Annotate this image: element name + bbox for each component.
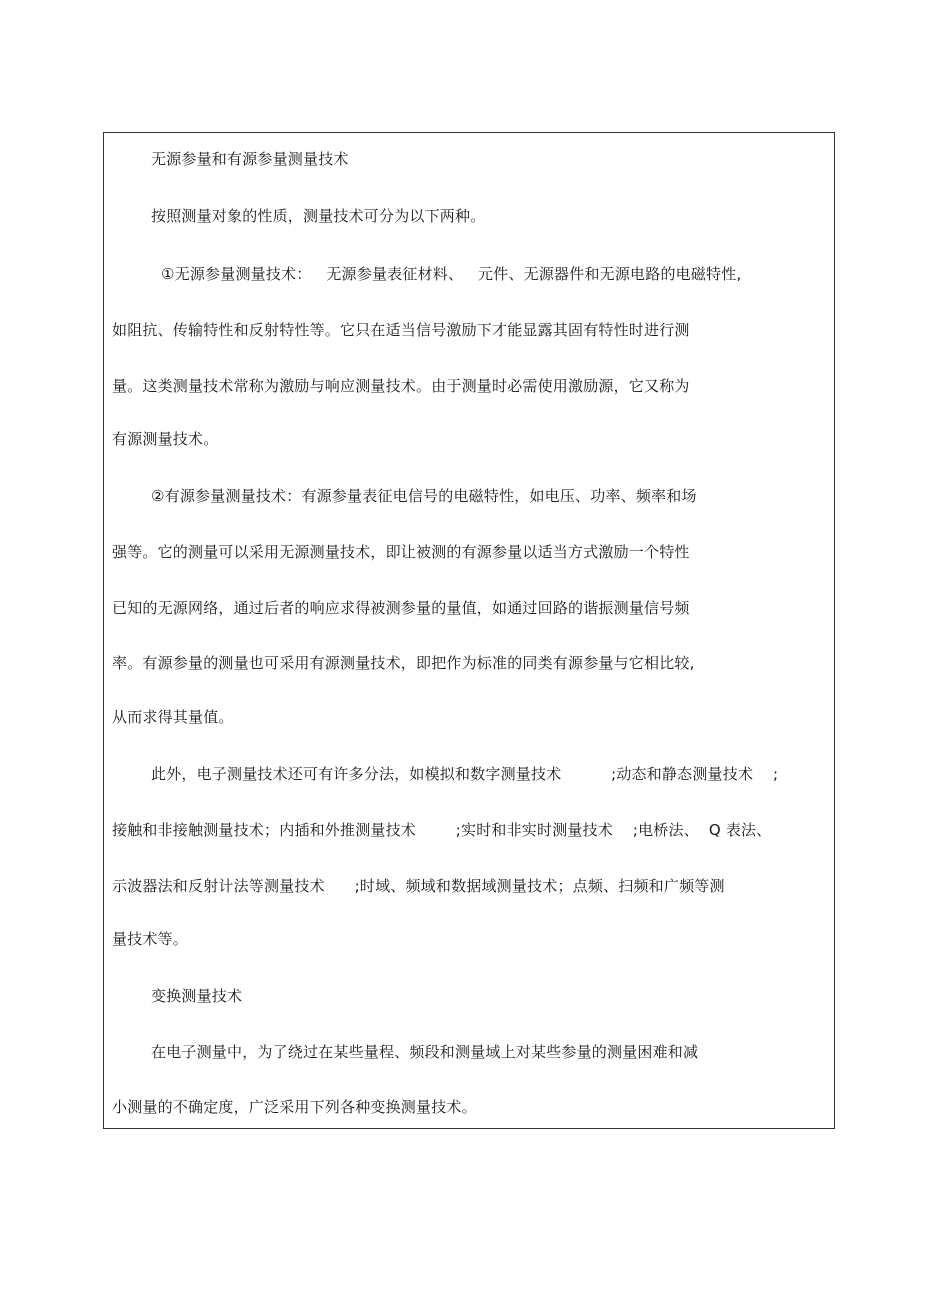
paragraph-line: 小测量的不确定度，广泛采用下列各种变换测量技术。 [112, 1098, 477, 1116]
section-heading-2: 变换测量技术 [151, 987, 243, 1005]
paragraph-line: 从而求得其量值。 [112, 708, 234, 726]
paragraph-line: 量。这类测量技术常称为激励与响应测量技术。由于测量时必需使用激励源，它又称为 [112, 377, 690, 395]
section-heading-1: 无源参量和有源参量测量技术 [151, 150, 349, 168]
paragraph-line: 接触和非接触测量技术；内插和外推测量技术 ;实时和非实时测量技术 ;电桥法、 Q 表法、 [112, 821, 772, 839]
paragraph-line: 有源测量技术。 [112, 430, 219, 448]
paragraph-line: 量技术等。 [112, 930, 189, 948]
paragraph-line: 按照测量对象的性质，测量技术可分为以下两种。 [151, 207, 486, 225]
paragraph-line: ①无源参量测量技术： 无源参量表征材料、 元件、无源器件和无源电路的电磁特性, [161, 265, 742, 283]
paragraph-line: 示波器法和反射计法等测量技术 ;时域、频域和数据域测量技术；点频、扫频和广频等测 [112, 877, 725, 895]
paragraph-line: 在电子测量中，为了绕过在某些量程、频段和测量域上对某些参量的测量困难和减 [151, 1043, 699, 1061]
paragraph-line: 率。有源参量的测量也可采用有源测量技术，即把作为标准的同类有源参量与它相比较, [112, 654, 695, 672]
paragraph-line: 已知的无源网络，通过后者的响应求得被测参量的量值，如通过回路的谐振测量信号频 [112, 599, 690, 617]
paragraph-line: 强等。它的测量可以采用无源测量技术，即让被测的有源参量以适当方式激励一个特性 [112, 543, 690, 561]
paragraph-line: 此外，电子测量技术还可有许多分法，如模拟和数字测量技术 ;动态和静态测量技术 ; [151, 765, 779, 783]
paragraph-line: 如阻抗、传输特性和反射特性等。它只在适当信号激励下才能显露其固有特性时进行测 [112, 321, 690, 339]
paragraph-line: ②有源参量测量技术：有源参量表征电信号的电磁特性，如电压、功率、频率和场 [151, 487, 697, 505]
